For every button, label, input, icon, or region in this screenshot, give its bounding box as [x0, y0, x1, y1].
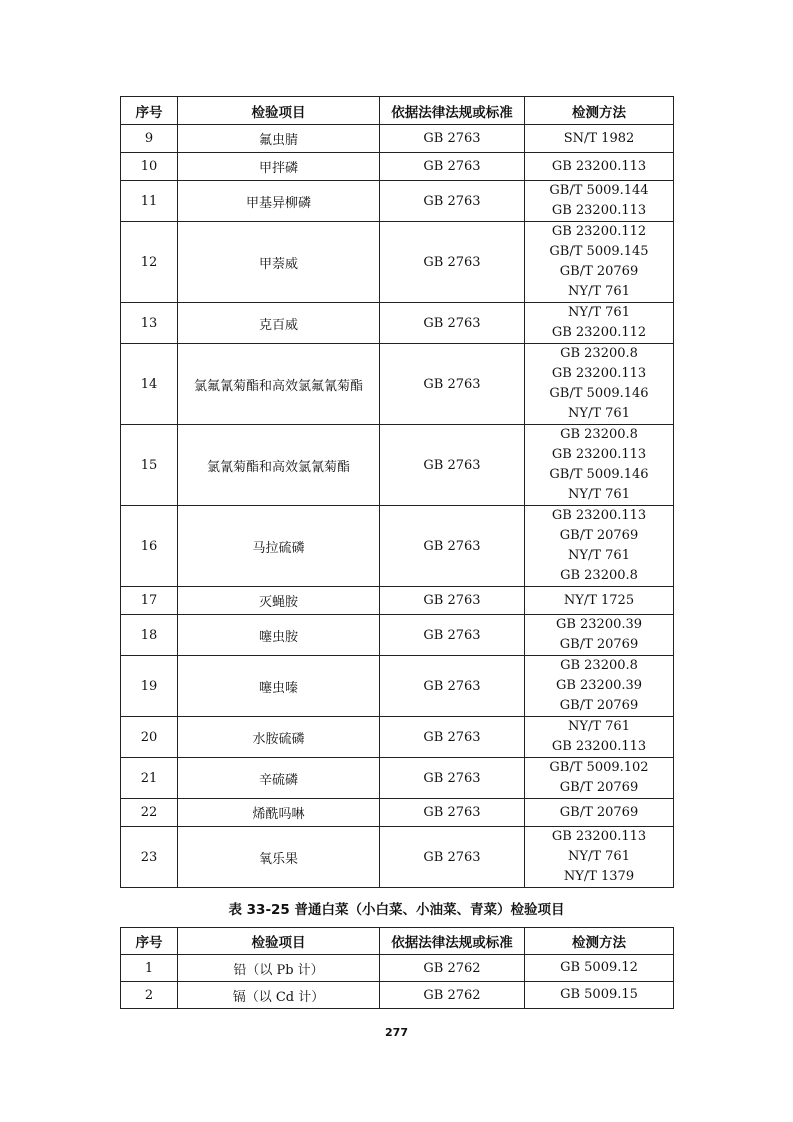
legal-standard: GB 2763 [380, 799, 525, 827]
test-methods [525, 982, 674, 1009]
test-method: NY/T 761 [568, 305, 630, 320]
legal-standard: GB 2763 [380, 587, 525, 615]
test-method: GB 23200.113 [551, 508, 647, 523]
test-method: GB 23200.8 [560, 427, 638, 442]
test-method: SN/T 1982 [563, 130, 635, 146]
table-row [121, 587, 674, 615]
test-method: GB 23200.8 [560, 658, 638, 673]
test-method: GB 23200.113 [551, 739, 647, 754]
test-method: GB 23200.113 [551, 366, 647, 381]
test-method: GB 23200.112 [551, 325, 647, 340]
legal-standard: GB 2763 [380, 303, 525, 344]
row-number: 9 [121, 125, 178, 153]
test-methods [525, 955, 674, 982]
test-method: NY/T 761 [568, 719, 630, 734]
inspection-item: 氯氰菊酯和高效氯氰菊酯 [178, 425, 380, 506]
test-method: GB 23200.39 [555, 678, 643, 693]
legal-standard: GB 2763 [380, 758, 525, 799]
row-number: 14 [121, 344, 178, 425]
row-number: 1 [121, 955, 178, 982]
row-number: 2 [121, 982, 178, 1009]
header-item: 检验项目 [178, 928, 380, 955]
row-number: 20 [121, 717, 178, 758]
inspection-item: 辛硫磷 [178, 758, 380, 799]
test-methods [525, 615, 674, 656]
inspection-item: 氧乐果 [178, 827, 380, 888]
test-methods [525, 344, 674, 425]
test-method: GB/T 5009.146 [549, 467, 649, 482]
test-methods [525, 303, 674, 344]
row-number: 22 [121, 799, 178, 827]
table-row [121, 303, 674, 344]
header-standard: 依据法律法规或标准 [380, 928, 525, 955]
legal-standard: GB 2763 [380, 153, 525, 181]
legal-standard: GB 2763 [380, 125, 525, 153]
test-method: GB 23200.113 [551, 203, 647, 218]
header-no: 序号 [121, 97, 178, 125]
row-number: 16 [121, 506, 178, 587]
test-method: GB/T 20769 [559, 264, 639, 279]
legal-standard: GB 2762 [380, 982, 525, 1009]
legal-standard: GB 2763 [380, 827, 525, 888]
test-method: NY/T 761 [568, 406, 630, 421]
test-methods [525, 827, 674, 888]
page-number: 277 [385, 1026, 408, 1039]
inspection-item: 氯氟氰菊酯和高效氯氟氰菊酯 [178, 344, 380, 425]
row-number: 23 [121, 827, 178, 888]
header-no: 序号 [121, 928, 178, 955]
header-method: 检测方法 [525, 97, 674, 125]
legal-standard: GB 2763 [380, 717, 525, 758]
test-method: GB/T 20769 [559, 528, 639, 543]
inspection-item: 灭蝇胺 [178, 587, 380, 615]
table-row [121, 615, 674, 656]
row-number: 11 [121, 181, 178, 222]
test-method: GB/T 20769 [559, 698, 639, 713]
test-method: NY/T 761 [568, 849, 630, 864]
test-methods [525, 181, 674, 222]
table-row [121, 425, 674, 506]
test-method: GB/T 5009.146 [549, 386, 649, 401]
table-row [121, 827, 674, 888]
test-methods [525, 425, 674, 506]
inspection-item: 镉（以 Cd 计） [178, 982, 380, 1009]
row-number: 17 [121, 587, 178, 615]
table-row [121, 344, 674, 425]
row-number: 10 [121, 153, 178, 181]
legal-standard: GB 2763 [380, 656, 525, 717]
test-method: NY/T 1725 [563, 592, 635, 608]
inspection-item: 马拉硫磷 [178, 506, 380, 587]
test-method: NY/T 1379 [563, 869, 635, 884]
legal-standard: GB 2763 [380, 615, 525, 656]
inspection-item: 水胺硫磷 [178, 717, 380, 758]
table-row [121, 222, 674, 303]
table-body [121, 955, 674, 1009]
inspection-item: 烯酰吗啉 [178, 799, 380, 827]
test-method: GB 23200.112 [551, 224, 647, 239]
test-methods [525, 799, 674, 827]
test-methods [525, 153, 674, 181]
table-row [121, 181, 674, 222]
test-method: GB 5009.12 [560, 960, 638, 975]
row-number: 19 [121, 656, 178, 717]
inspection-item: 甲拌磷 [178, 153, 380, 181]
table-header-row [121, 928, 674, 955]
header-item: 检验项目 [178, 97, 380, 125]
table-row [121, 506, 674, 587]
header-standard: 依据法律法规或标准 [380, 97, 525, 125]
legal-standard: GB 2763 [380, 222, 525, 303]
test-method: GB/T 5009.102 [549, 760, 649, 775]
table-row [121, 656, 674, 717]
legal-standard: GB 2763 [380, 181, 525, 222]
inspection-table-continued [120, 96, 674, 888]
table-body [121, 125, 674, 888]
row-number: 12 [121, 222, 178, 303]
test-methods [525, 506, 674, 587]
test-method: GB/T 5009.144 [549, 183, 649, 198]
legal-standard: GB 2763 [380, 425, 525, 506]
test-method: NY/T 761 [568, 548, 630, 563]
test-method: GB 23200.113 [551, 447, 647, 462]
inspection-item: 噻虫胺 [178, 615, 380, 656]
test-method: GB/T 20769 [559, 637, 639, 652]
test-method: GB 23200.113 [551, 829, 647, 844]
inspection-item: 铅（以 Pb 计） [178, 955, 380, 982]
test-methods [525, 222, 674, 303]
table-row [121, 955, 674, 982]
table-row [121, 717, 674, 758]
test-method: GB/T 20769 [559, 804, 639, 820]
inspection-item: 甲基异柳磷 [178, 181, 380, 222]
table-header-row [121, 97, 674, 125]
legal-standard: GB 2763 [380, 344, 525, 425]
inspection-item: 甲萘威 [178, 222, 380, 303]
row-number: 15 [121, 425, 178, 506]
table-row [121, 125, 674, 153]
table-row [121, 758, 674, 799]
row-number: 18 [121, 615, 178, 656]
test-methods [525, 125, 674, 153]
test-method: NY/T 761 [568, 284, 630, 299]
test-method: GB/T 20769 [559, 780, 639, 795]
test-method: GB 23200.8 [560, 346, 638, 361]
legal-standard: GB 2763 [380, 506, 525, 587]
test-methods [525, 587, 674, 615]
test-method: GB/T 5009.145 [549, 244, 649, 259]
test-methods [525, 758, 674, 799]
inspection-item: 噻虫嗪 [178, 656, 380, 717]
test-method: GB 23200.113 [551, 158, 647, 174]
row-number: 13 [121, 303, 178, 344]
test-methods [525, 656, 674, 717]
table-row [121, 153, 674, 181]
test-methods [525, 717, 674, 758]
test-method: GB 5009.15 [560, 987, 638, 1002]
header-method: 检测方法 [525, 928, 674, 955]
inspection-item: 克百威 [178, 303, 380, 344]
inspection-item: 氟虫腈 [178, 125, 380, 153]
row-number: 21 [121, 758, 178, 799]
table-caption: 表 33-25 普通白菜（小白菜、小油菜、青菜）检验项目 [228, 902, 565, 918]
test-method: GB 23200.39 [555, 617, 643, 632]
test-method: NY/T 761 [568, 487, 630, 502]
table-row [121, 982, 674, 1009]
test-method: GB 23200.8 [560, 568, 638, 583]
legal-standard: GB 2762 [380, 955, 525, 982]
cabbage-inspection-table [120, 927, 674, 1009]
table-row [121, 799, 674, 827]
